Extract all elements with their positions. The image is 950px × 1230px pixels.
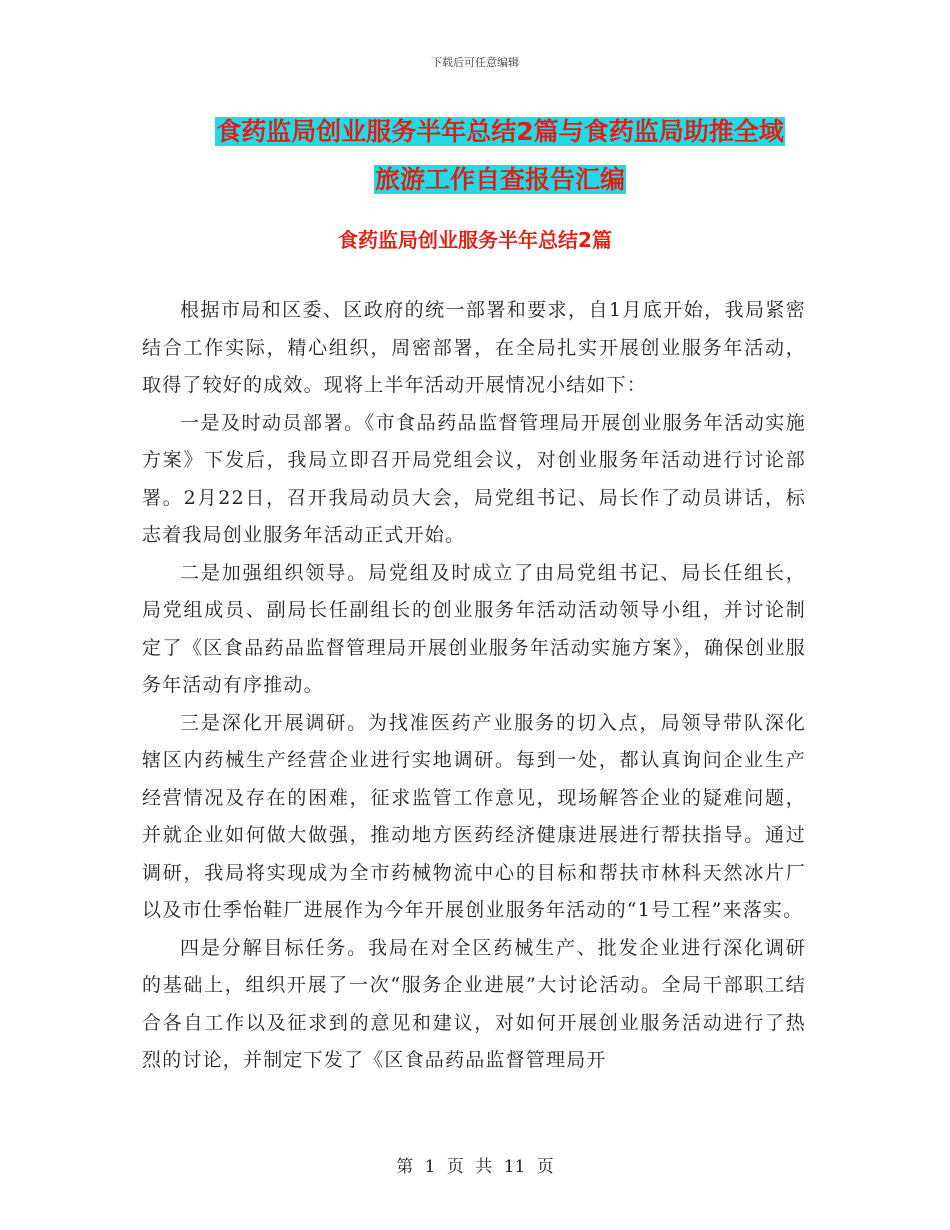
- document-title-line-1: 食药监局创业服务半年总结2篇与食药监局助推全域: [216, 117, 784, 146]
- paragraph: 四是分解目标任务。我局在对全区药械生产、批发企业进行深化调研的基础上，组织开展了一次“服务企业进展”大讨论活动。全局干部职工结合各自工作以及征求到的意见和建议，对如何开展创业服务活动进行了热烈的讨论，并制定下发了《区食品药品监督管理局开: [142, 936, 806, 1071]
- document-title-line-2: 旅游工作自查报告汇编: [374, 165, 625, 194]
- page-footer: 第 1 页 共 11 页: [396, 1157, 554, 1177]
- paragraph: 三是深化开展调研。为找准医药产业服务的切入点，局领导带队深化辖区内药械生产经营企业进行实地调研。每到一处，都认真询问企业生产经营情况及存在的困难，征求监管工作意见，现场解答企业的疑难问题，并就企业如何做大做强，推动地方医药经济健康进展进行帮扶指导。通过调研，我局将实现成为全市药械物流中心的目标和帮扶市林科天然冰片厂以及市仕季怡鞋厂进展作为今年开展创业服务年活动的“1号工程”来落实。: [142, 711, 806, 921]
- header-note: 下载后可任意编辑: [431, 56, 519, 69]
- paragraph: 根据市局和区委、区政府的统一部署和要求，自1月底开始，我局紧密结合工作实际，精心组织，周密部署，在全局扎实开展创业服务年活动，取得了较好的成效。现将上半年活动开展情况小结如下：: [142, 299, 806, 396]
- document-title: [140, 108, 860, 204]
- paragraph: 二是加强组织领导。局党组及时成立了由局党组书记、局长任组长，局党组成员、副局长任副组长的创业服务年活动活动领导小组，并讨论制定了《区食品药品监督管理局开展创业服务年活动实施方案》，确保创业服务年活动有序推动。: [142, 561, 806, 696]
- section-title: 食药监局创业服务半年总结2篇: [338, 228, 612, 252]
- paragraph: 一是及时动员部署。《市食品药品监督管理局开展创业服务年活动实施方案》下发后，我局立即召开局党组会议，对创业服务年活动进行讨论部署。2月22日，召开我局动员大会，局党组书记、局长作了动员讲话，标志着我局创业服务年活动正式开始。: [142, 411, 806, 546]
- body-text: [142, 292, 806, 1080]
